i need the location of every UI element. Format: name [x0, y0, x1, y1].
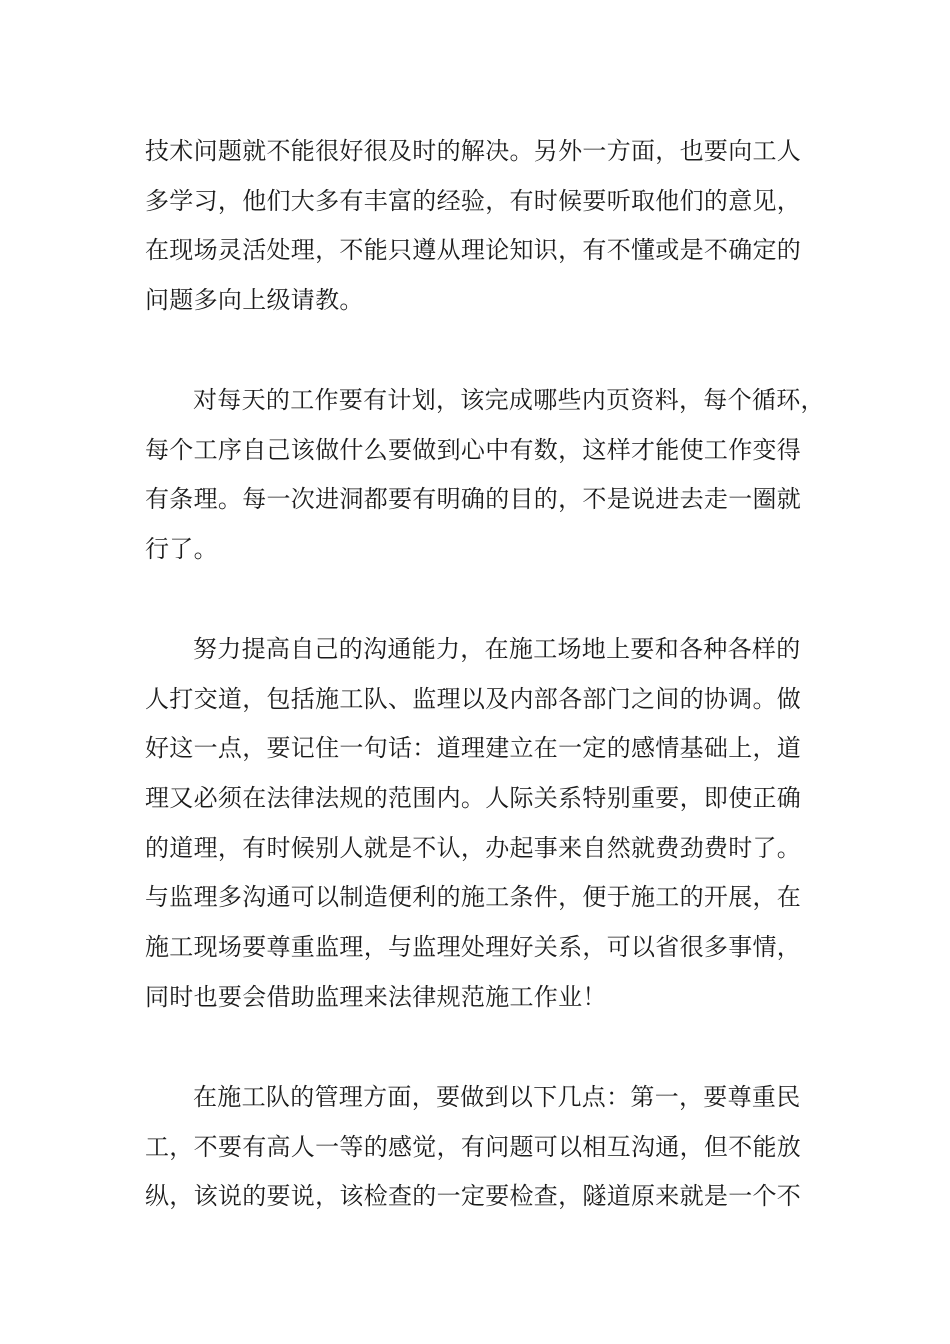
text-line: 人打交道，包括施工队、监理以及内部各部门之间的协调。做 [145, 684, 802, 713]
text-line: 努力提高自己的沟通能力，在施工场地上要和各种各样的 [193, 635, 801, 663]
text-line: 行了。 [145, 535, 218, 564]
text-line: 技术问题就不能很好很及时的解决。另外一方面，也要向工人 [145, 137, 802, 165]
paragraph-2 [145, 376, 825, 575]
text-line: 在现场灵活处理，不能只遵从理论知识，有不懂或是不确定的 [145, 236, 802, 265]
text-line: 有条理。每一次进洞都要有明确的目的，不是说进去走一圈就 [145, 485, 802, 514]
text-line: 好这一点，要记住一句话：道理建立在一定的感情基础上，道 [145, 734, 802, 763]
text-line: 多学习，他们大多有丰富的经验，有时候要听取他们的意见， [145, 186, 802, 215]
text-line: 施工现场要尊重监理，与监理处理好关系，可以省很多事情， [145, 933, 802, 962]
text-line: 的道理，有时候别人就是不认，办起事来自然就费劲费时了。 [145, 833, 802, 862]
paragraph-4 [145, 1073, 815, 1222]
text-line: 同时也要会借助监理来法律规范施工作业！ [145, 982, 607, 1011]
paragraph-1 [145, 127, 815, 326]
paragraph-3 [145, 625, 815, 1023]
text-line: 理又必须在法律法规的范围内。人际关系特别重要，即使正确 [145, 784, 802, 813]
text-line: 问题多向上级请教。 [145, 286, 364, 315]
text-line: 工，不要有高人一等的感觉，有问题可以相互沟通，但不能放 [145, 1132, 802, 1161]
text-line: 每个工序自己该做什么要做到心中有数，这样才能使工作变得 [145, 435, 802, 464]
text-line: 纵，该说的要说，该检查的一定要检查，隧道原来就是一个不 [145, 1182, 802, 1211]
text-line: 对每天的工作要有计划，该完成哪些内页资料，每个循环， [193, 386, 825, 414]
text-line: 与监理多沟通可以制造便利的施工条件，便于施工的开展，在 [145, 883, 802, 912]
text-line: 在施工队的管理方面，要做到以下几点：第一，要尊重民 [193, 1083, 801, 1111]
